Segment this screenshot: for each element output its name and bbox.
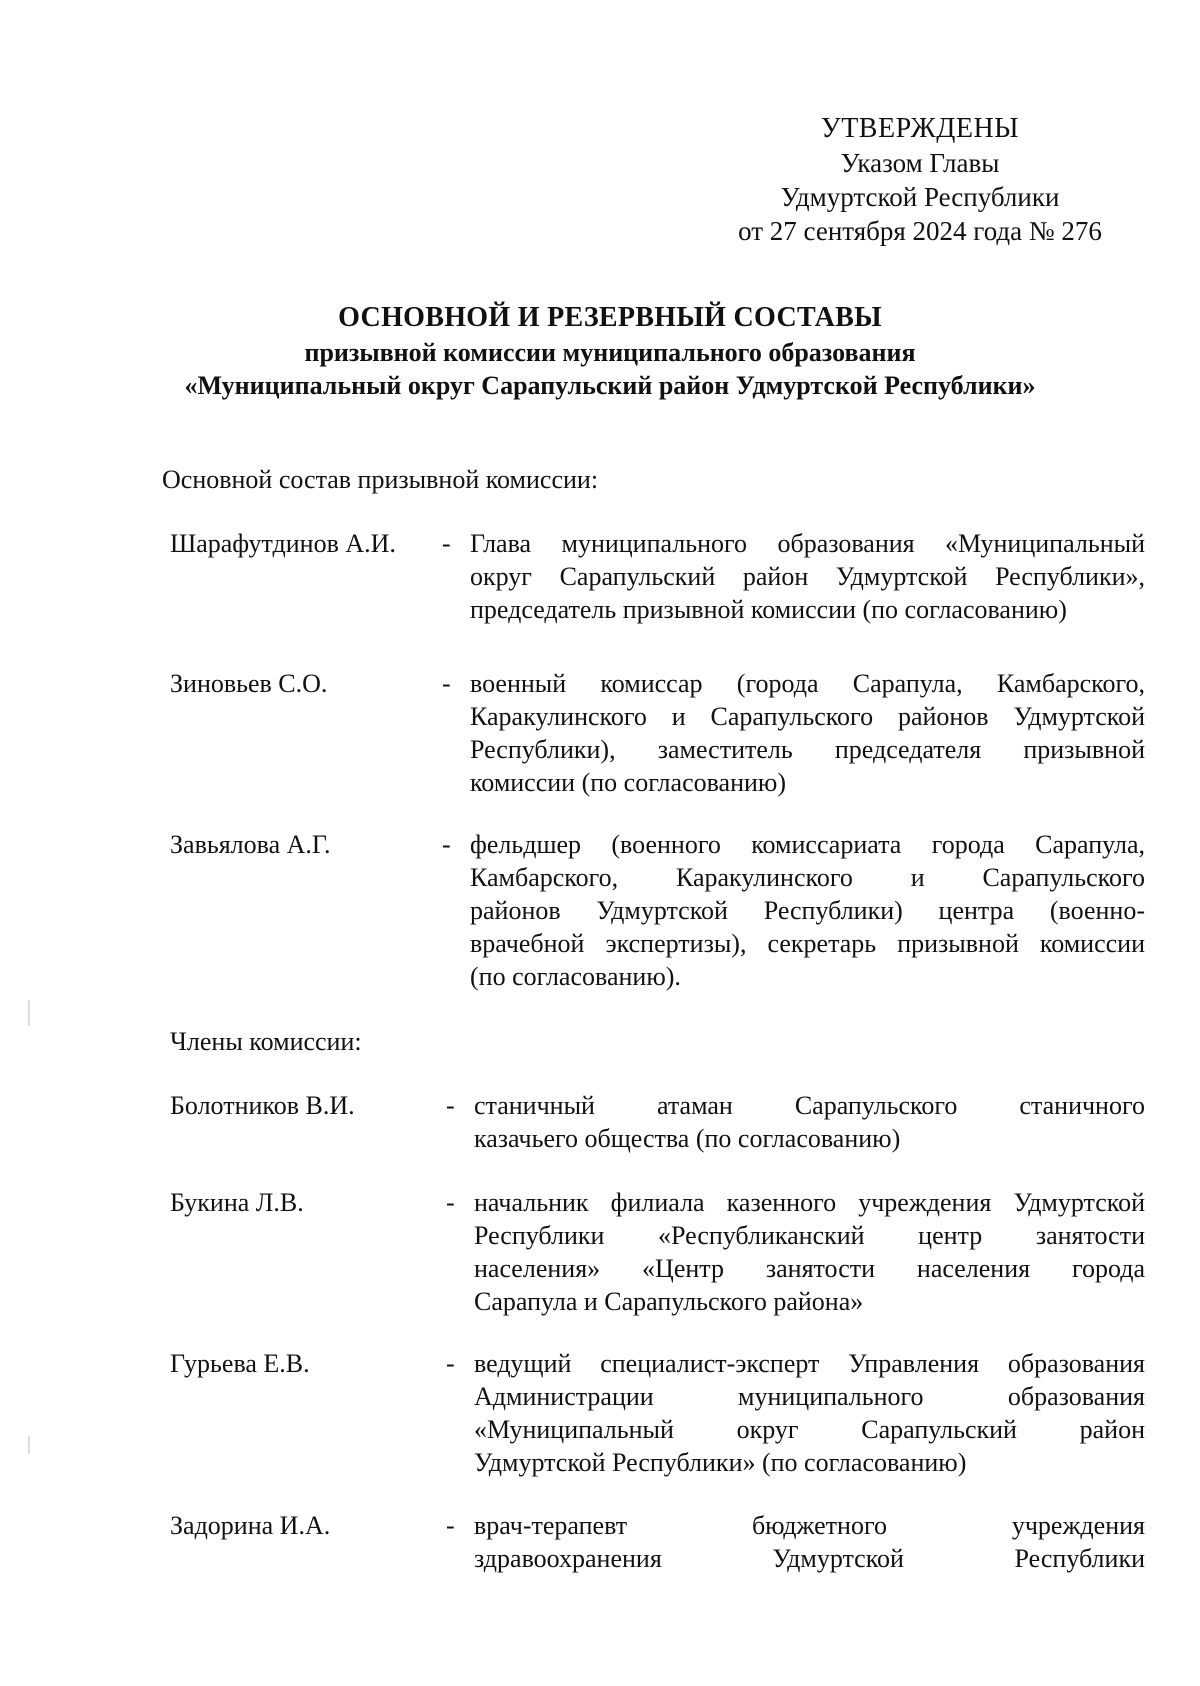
member-role (474, 1186, 1145, 1318)
role-line: начальник филиала казенного учреждения Удмуртской (474, 1188, 1145, 1217)
role-line: населения» «Центр занятости населения города (474, 1254, 1145, 1283)
role-line: Глава муниципального образования «Муниципальный (470, 529, 1145, 558)
approval-line: Удмуртской Республики (780, 182, 1060, 212)
title-subtitle: призывной комиссии муниципального образования (304, 338, 916, 367)
member-role (470, 527, 1145, 626)
role-line: станичный атаман Сарапульского станичного (474, 1091, 1145, 1120)
member-name: Букина Л.В. (170, 1188, 304, 1217)
scan-edge-mark (28, 1000, 30, 1026)
dash-separator: - (446, 1091, 455, 1120)
scan-edge-mark (28, 1436, 30, 1454)
role-line: Администрации муниципального образования (474, 1382, 1145, 1411)
role-line: комиссии (по согласованию) (470, 768, 786, 797)
approval-line: Указом Главы (840, 148, 1000, 178)
role-line: здравоохранения Удмуртской Республики (474, 1544, 1145, 1573)
role-line: Сарапула и Сарапульского района» (474, 1287, 864, 1316)
member-role (470, 667, 1145, 799)
role-line: округ Сарапульский район Удмуртской Республики», (470, 562, 1145, 591)
role-line: Удмуртской Республики» (по согласованию) (474, 1448, 967, 1477)
member-name: Болотников В.И. (170, 1091, 355, 1120)
role-line: фельдшер (военного комиссариата города Сарапула, (470, 830, 1145, 859)
main-composition-heading: Основной состав призывной комиссии: (162, 465, 599, 494)
member-name: Задорина И.А. (170, 1511, 331, 1540)
title-main: ОСНОВНОЙ И РЕЗЕРВНЫЙ СОСТАВЫ (338, 302, 882, 333)
role-line: районов Удмуртской Республики) центра (военно- (470, 896, 1145, 925)
dash-separator: - (442, 830, 451, 859)
member-name: Шарафутдинов А.И. (170, 529, 396, 558)
role-line: военный комиссар (города Сарапула, Камбарского, (470, 669, 1145, 698)
role-line: врачебной экспертизы), секретарь призывной комиссии (470, 929, 1145, 958)
member-name: Гурьева Е.В. (170, 1349, 310, 1378)
role-line: врач-терапевт бюджетного учреждения (474, 1511, 1145, 1540)
role-line: «Муниципальный округ Сарапульский район (474, 1415, 1145, 1444)
members-heading: Члены комиссии: (170, 1027, 362, 1056)
approval-heading: УТВЕРЖДЕНЫ (820, 113, 1020, 144)
dash-separator: - (446, 1511, 455, 1540)
approval-date-line: от 27 сентября 2024 года № 276 (738, 216, 1102, 246)
member-role (470, 828, 1145, 993)
member-role (474, 1509, 1145, 1575)
member-name: Зиновьев С.О. (170, 669, 328, 698)
member-role (474, 1089, 1145, 1155)
role-line: Республики «Республиканский центр занятости (474, 1221, 1145, 1250)
approval-stamp-block (720, 112, 1120, 248)
role-line: ведущий специалист-эксперт Управления образования (474, 1349, 1145, 1378)
role-line: Каракулинского и Сарапульского районов Удмуртской (470, 702, 1145, 731)
role-line: казачьего общества (по согласованию) (474, 1124, 901, 1153)
role-line: председатель призывной комиссии (по согласованию) (470, 595, 1067, 624)
title-subtitle: «Муниципальный округ Сарапульский район Удмуртской Республики» (184, 371, 1036, 400)
role-line: (по согласованию). (470, 962, 681, 991)
document-title (80, 300, 1140, 402)
member-name: Завьялова А.Г. (170, 830, 331, 859)
role-line: Камбарского, Каракулинского и Сарапульского (470, 863, 1145, 892)
dash-separator: - (446, 1188, 455, 1217)
role-line: Республики), заместитель председателя призывной (470, 735, 1145, 764)
dash-separator: - (446, 1349, 455, 1378)
dash-separator: - (442, 669, 451, 698)
member-role (474, 1347, 1145, 1479)
dash-separator: - (442, 529, 451, 558)
